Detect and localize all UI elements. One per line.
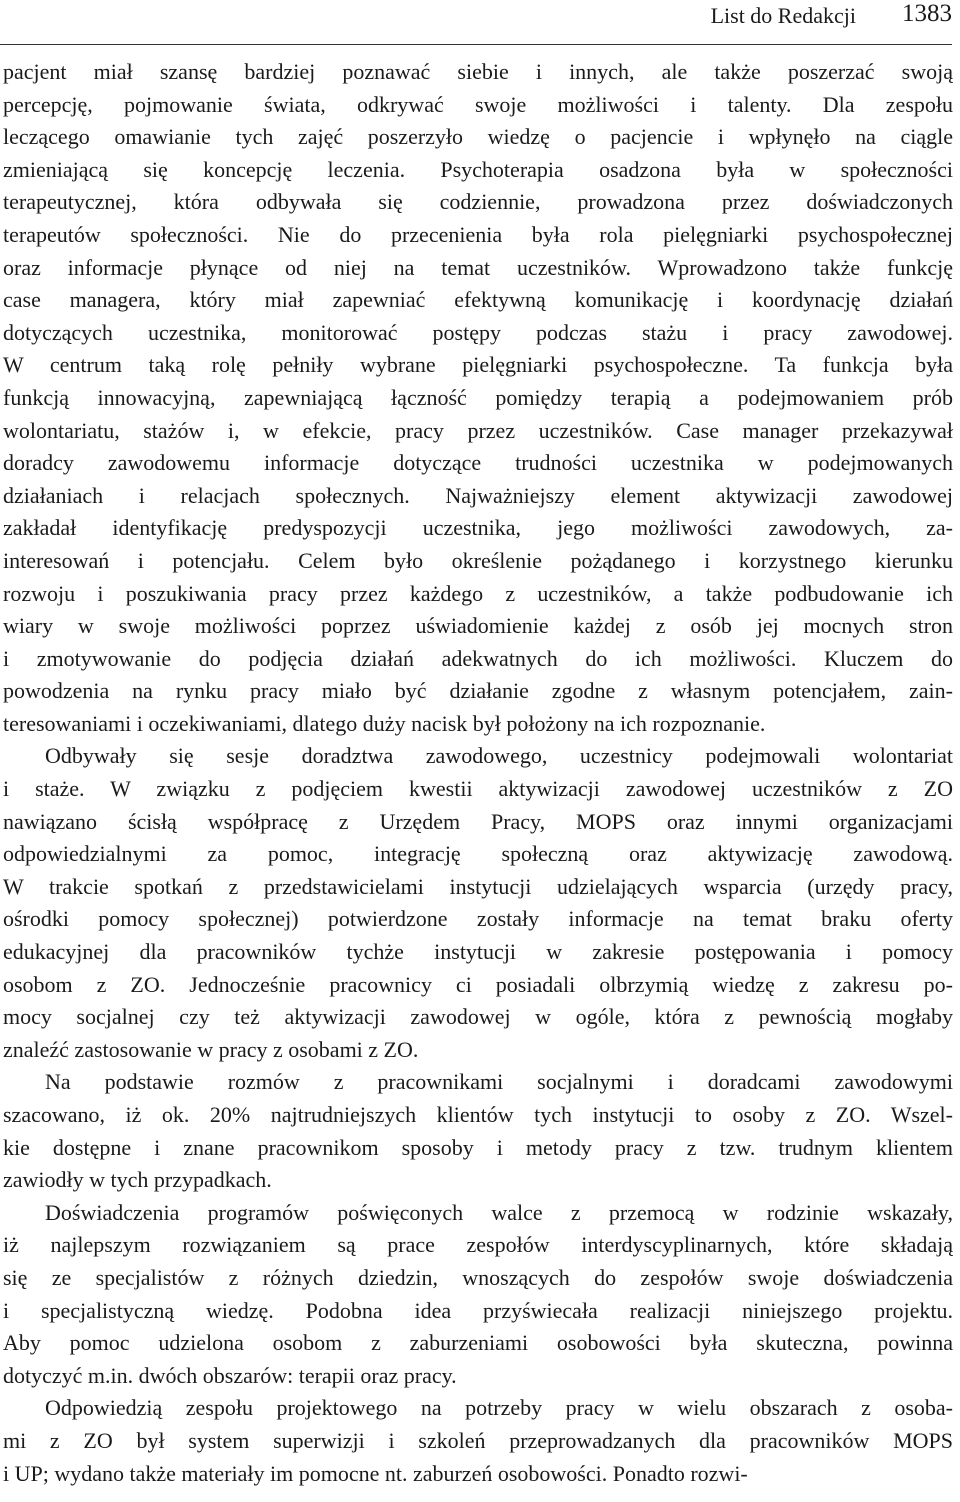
text-line: doradcy zawodowemu informacje dotyczące trudności uczestnika w podejmowanych — [3, 450, 953, 476]
text-line: edukacyjnej dla pracowników tychże instytucji w zakresie postępowania i pomocy — [3, 939, 953, 965]
text-line: kie dostępne i znane pracownikom sposoby i metody pracy z tzw. trudnym klientem — [3, 1134, 953, 1160]
text-line: W trakcie spotkań z przedstawicielami instytucji udzielających wsparcia (urzędy pracy, — [3, 873, 953, 899]
text-line: oraz informacje płynące od niej na temat uczestników. Wprowadzono także funkcję — [3, 254, 953, 280]
text-line: Odpowiedzią zespołu projektowego na potrzeby pracy w wielu obszarach z osoba- — [45, 1395, 953, 1421]
text-line: W centrum taką rolę pełniły wybrane pielęgniarki psychospołeczne. Ta funkcja była — [3, 352, 953, 378]
text-line: szacowano, iż ok. 20% najtrudniejszych klientów tych instytucji to osoby z ZO. Wszel- — [3, 1102, 953, 1127]
page-number: 1383 — [902, 0, 952, 27]
paragraph — [3, 1392, 953, 1490]
running-title: List do Redakcji — [710, 3, 856, 28]
text-line: nawiązano ścisłą współpracę z Urzędem Pracy, MOPS oraz innymi organizacjami — [3, 808, 953, 834]
paragraph — [3, 1066, 953, 1196]
text-line: mocy socjalnej czy też aktywizacji zawodowej w ogóle, która z pewnością mogłaby — [3, 1004, 953, 1030]
text-line: ośrodki pomocy społecznej) potwierdzone zostały informacje na temat braku oferty — [3, 906, 953, 932]
text-line: terapeutów społeczności. Nie do przecenienia była rola pielęgniarki psychospołecznej — [3, 221, 953, 247]
text-line: działaniach i relacjach społecznych. Najważniejszy element aktywizacji zawodowej — [3, 482, 953, 508]
text-line: Doświadczenia programów poświęconych walce z przemocą w rodzinie wskazały, — [45, 1199, 953, 1225]
text-line: i staże. W związku z podjęciem kwestii aktywizacji zawodowej uczestników z ZO — [3, 776, 953, 802]
text-line: i zmotywowanie do podjęcia działań adekwatnych do ich możliwości. Kluczem do — [3, 645, 953, 671]
paragraph — [3, 1197, 953, 1393]
text-line: odpowiedzialnymi za pomoc, integrację społeczną oraz aktywizację zawodową. — [3, 841, 953, 867]
text-line: dotyczących uczestnika, monitorować postępy podczas stażu i pracy zawodowej. — [3, 319, 953, 345]
text-line: i UP; wydano także materiały im pomocne nt. zaburzeń osobowości. Ponadto rozwi- — [3, 1460, 748, 1486]
text-line: powodzenia na rynku pracy miało być działanie zgodne z własnym potencjałem, zain- — [3, 678, 953, 704]
text-line: zakładał identyfikację predyspozycji uczestnika, jego możliwości zawodowych, za- — [3, 515, 953, 541]
text-line: wiary w swoje możliwości poprzez uświadomienie każdej z osób jej mocnych stron — [3, 613, 953, 639]
text-line: percepcję, pojmowanie świata, odkrywać swoje możliwości i talenty. Dla zespołu — [3, 91, 953, 117]
text-line: Na podstawie rozmów z pracownikami socjalnymi i doradcami zawodowymi — [45, 1069, 953, 1095]
text-line: Aby pomoc udzielona osobom z zaburzeniami osobowości była skuteczna, powinna — [3, 1330, 953, 1356]
text-line: terapeutycznej, która odbywała się codziennie, prowadzona przez doświadczonych — [3, 189, 953, 215]
article-body — [3, 38, 953, 1490]
text-line: dotyczyć m.in. dwóch obszarów: terapii oraz pracy. — [3, 1362, 457, 1388]
paragraph — [3, 740, 953, 1066]
paragraph — [3, 56, 953, 740]
text-line: mi z ZO był system superwizji i szkoleń przeprowadzanych dla pracowników MOPS — [3, 1427, 953, 1453]
text-line: zmieniającą się koncepcję leczenia. Psychoterapia osadzona była w społeczności — [3, 156, 953, 182]
text-line: interesowań i potencjału. Celem było określenie pożądanego i korzystnego kierunku — [3, 547, 953, 573]
text-line: funkcją innowacyjną, zapewniającą łączność pomiędzy terapią a podejmowaniem prób — [3, 384, 953, 410]
text-line: Odbywały się sesje doradztwa zawodowego, uczestnicy podejmowali wolontariat — [45, 743, 953, 769]
text-line: osobom z ZO. Jednocześnie pracownicy ci posiadali olbrzymią wiedzę z zakresu po- — [3, 971, 953, 997]
text-line: iż najlepszym rozwiązaniem są prace zespołów interdyscyplinarnych, które składają — [3, 1232, 953, 1258]
text-line: się ze specjalistów z różnych dziedzin, wnoszących do zespołów swoje doświadczenia — [3, 1264, 953, 1290]
text-line: znaleźć zastosowanie w pracy z osobami z ZO. — [3, 1036, 419, 1062]
text-line: case managera, który miał zapewniać efektywną komunikację i koordynację działań — [3, 287, 953, 313]
text-line: leczącego omawianie tych zajęć poszerzyło wiedzę o pacjencie i wpłynęło na ciągle — [3, 124, 953, 150]
text-line: rozwoju i poszukiwania pracy przez każdego z uczestników, a także podbudowanie ich — [3, 580, 953, 606]
text-line: wolontariatu, stażów i, w efekcie, pracy przez uczestników. Case manager przekazywał — [3, 417, 953, 443]
text-line: pacjent miał szansę bardziej poznawać siebie i innych, ale także poszerzać swoją — [3, 59, 953, 84]
text-line: i specjalistyczną wiedzę. Podobna idea przyświecała realizacji niniejszego projektu. — [3, 1297, 953, 1323]
text-line: zawiodły w tych przypadkach. — [3, 1167, 272, 1193]
text-line: teresowaniami i oczekiwaniami, dlatego duży nacisk był położony na ich rozpoznanie. — [3, 710, 766, 736]
